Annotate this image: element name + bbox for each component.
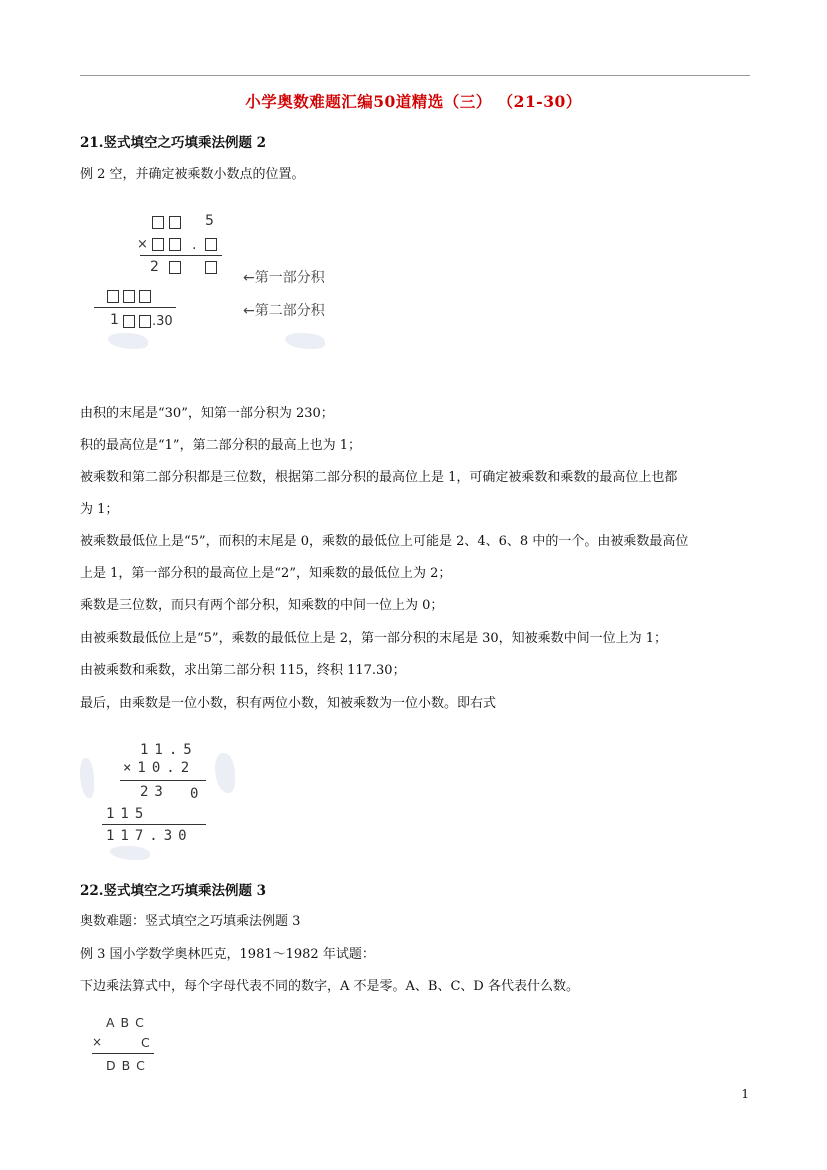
- blank-box: [205, 261, 217, 274]
- final-product: 117.30: [106, 828, 193, 844]
- paragraph-line: 积的最高位是“1”，第二部分积的最高上也为 1；: [80, 438, 361, 453]
- rule-line: [92, 1053, 154, 1054]
- paragraph-line: 被乘数和第二部分积都是三位数，根据第二部分积的最高位上是 1，可确定被乘数和乘数的最高位上也都: [80, 470, 678, 485]
- multiplier: ×10.2: [123, 760, 196, 776]
- second-partial-product-label: ←第二部分积: [243, 303, 325, 319]
- times-sign: ×: [92, 1035, 103, 1049]
- paragraph-line: 由积的末尾是“30”，知第一部分积为 230；: [80, 406, 334, 421]
- blank-box: [139, 290, 151, 303]
- paragraph-line: 由被乘数最低位上是“5”，乘数的最低位上是 2，第一部分积的末尾是 30，知被乘数中间一位上为 1；: [80, 631, 668, 646]
- scan-smudge: [215, 753, 235, 793]
- letter-multiplier: C: [141, 1035, 150, 1050]
- rule-line: [120, 780, 206, 781]
- page-number: 1: [741, 1087, 749, 1101]
- solved-multiplication-figure: [80, 738, 240, 863]
- letter-multiplicand: A B C: [106, 1015, 145, 1030]
- scan-smudge: [80, 758, 94, 798]
- paragraph-line: 为 1；: [80, 502, 119, 517]
- first-partial-product-tail: 0: [190, 786, 205, 802]
- document-title: 小学奥数难题汇编50道精选（三） （21-30）: [245, 92, 582, 111]
- rule-line: [140, 255, 222, 256]
- scan-smudge: [285, 333, 325, 349]
- blank-box: [123, 290, 135, 303]
- rule-line: [94, 307, 176, 308]
- paragraph-line: 乘数是三位数，而只有两个部分积，知乘数的中间一位上为 0；: [80, 598, 444, 613]
- blank-box: [169, 238, 181, 251]
- blank-box: [123, 315, 135, 328]
- multiplicand: 11.5: [140, 742, 198, 758]
- scan-smudge: [108, 333, 148, 349]
- rule-line: [102, 824, 206, 825]
- times-sign: ×: [137, 237, 148, 252]
- blank-box: [205, 238, 217, 251]
- digit: 5: [205, 213, 214, 229]
- multiplication-puzzle-figure: [80, 205, 380, 355]
- section-21-heading: 21.竖式填空之巧填乘法例题 2: [80, 135, 267, 151]
- header-rule: [80, 75, 750, 76]
- blank-box: [107, 290, 119, 303]
- section-22-heading: 22.竖式填空之巧填乘法例题 3: [80, 883, 267, 899]
- digit: 1: [110, 312, 119, 328]
- blank-box: [152, 216, 164, 229]
- paragraph-line: 被乘数最低位上是“5”，而积的末尾是 0，乘数的最低位上可能是 2、4、6、8 中的一个。由被乘数最高位: [80, 534, 689, 549]
- paragraph-line: 由被乘数和乘数，求出第二部分积 115，终积 117.30；: [80, 663, 406, 678]
- paragraph-line: 最后，由乘数是一位小数，积有两位小数，知被乘数为一位小数。即右式: [80, 696, 497, 711]
- first-partial-product: 23: [140, 784, 169, 800]
- product-tail: .30: [152, 314, 173, 329]
- first-partial-product-label: ←第一部分积: [243, 270, 325, 286]
- decimal-point: .: [192, 237, 197, 253]
- letter-multiplication-figure: [80, 1010, 180, 1080]
- paragraph-line: 奥数难题：竖式填空之巧填乘法例题 3: [80, 914, 301, 929]
- paragraph-line: 例 3 国小学数学奥林匹克，1981～1982 年试题：: [80, 947, 375, 962]
- blank-box: [169, 216, 181, 229]
- paragraph-line: 上是 1，第一部分积的最高位上是“2”，知乘数的最低位上为 2；: [80, 566, 452, 581]
- blank-box: [139, 315, 151, 328]
- letter-product: D B C: [106, 1058, 146, 1073]
- blank-box: [152, 238, 164, 251]
- second-partial-product: 115: [106, 806, 150, 822]
- blank-box: [169, 261, 181, 274]
- section-21-intro: 例 2 空，并确定被乘数小数点的位置。: [80, 167, 305, 182]
- digit: 2: [150, 259, 159, 275]
- scan-smudge: [110, 846, 150, 860]
- paragraph-line: 下边乘法算式中，每个字母代表不同的数字，A 不是零。A、B、C、D 各代表什么数。: [80, 979, 579, 994]
